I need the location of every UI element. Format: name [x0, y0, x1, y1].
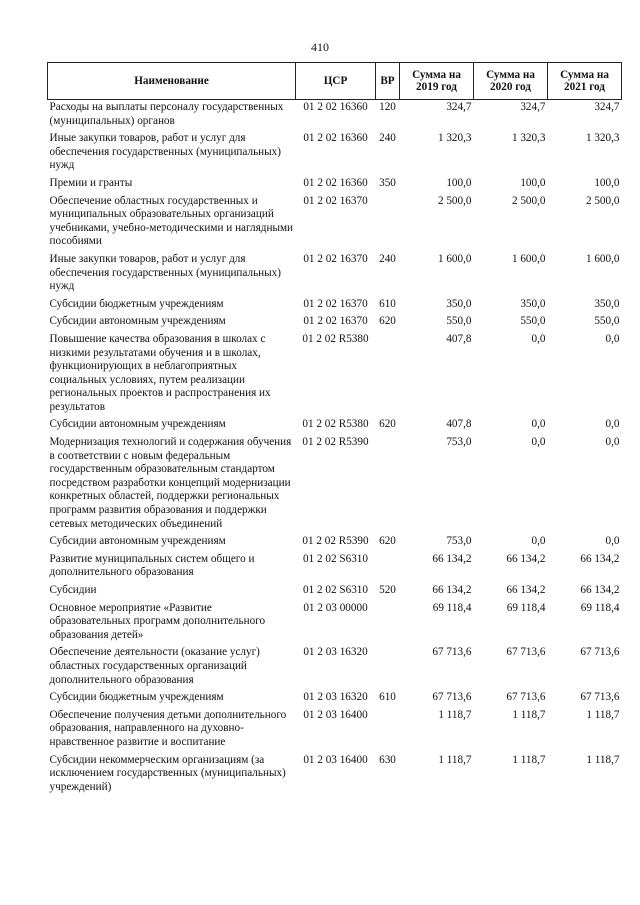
- row-sum-2020: 0,0: [531, 436, 546, 449]
- row-sum-2021: 69 118,4: [580, 601, 620, 614]
- row-vr: 120: [379, 101, 396, 113]
- row-name: Расходы на выплаты персоналу государственных (муниципальных) органов: [49, 101, 284, 127]
- row-sum-2019: 1 118,7: [438, 753, 472, 766]
- row-sum-2021: 0,0: [605, 535, 620, 548]
- row-sum-2019: 67 713,6: [432, 691, 472, 704]
- header-sum-2019: Сумма на 2019 год: [400, 63, 474, 100]
- table-header-row: [48, 63, 622, 100]
- header-sum-2021: Сумма на 2021 год: [548, 63, 622, 100]
- row-vr: 620: [379, 315, 396, 328]
- row-sum-2020: 66 134,2: [506, 552, 546, 565]
- row-name: Развитие муниципальных систем общего и дополнительного образования: [49, 552, 255, 579]
- row-sum-2019: 1 320,3: [437, 132, 472, 145]
- row-sum-2019: 753,0: [446, 535, 472, 548]
- row-sum-2021: 1 118,7: [586, 753, 620, 766]
- row-sum-2021: 1 320,3: [585, 132, 620, 145]
- row-csr: 01 2 03 16400: [303, 753, 368, 766]
- row-name: Обеспечение деятельности (оказание услуг) областных государственных организаций дополнительного образования: [49, 646, 260, 686]
- table-row: [48, 297, 622, 315]
- row-csr: 01 2 02 R5390: [302, 535, 369, 548]
- row-sum-2020: 324,7: [520, 101, 546, 113]
- table-row: [48, 252, 622, 297]
- row-sum-2021: 324,7: [594, 101, 620, 113]
- row-name: Повышение качества образования в школах с низкими результатами обучения и в школах, функционирующих в неблагоприятных социальных условиях, путем реализации региональных проектов и распространения их результатов: [49, 332, 271, 413]
- row-csr: 01 2 02 R5380: [302, 332, 369, 345]
- table-row: [48, 690, 622, 708]
- row-sum-2020: 67 713,6: [506, 646, 546, 659]
- row-vr: 240: [379, 132, 396, 145]
- row-sum-2021: 67 713,6: [580, 646, 620, 659]
- row-csr: 01 2 03 16400: [303, 708, 368, 721]
- table-row: [48, 435, 622, 534]
- row-name: Субсидии автономным учреждениям: [49, 315, 226, 328]
- row-csr: 01 2 02 16370: [303, 315, 368, 328]
- row-sum-2020: 100,0: [520, 176, 546, 189]
- row-csr: 01 2 02 16360: [303, 176, 368, 189]
- row-sum-2020: 67 713,6: [506, 691, 546, 704]
- row-csr: 01 2 02 16370: [303, 252, 368, 265]
- table-row: [48, 583, 622, 601]
- row-name: Обеспечение областных государственных и муниципальных образовательных организаций учебниками, учебно-методическими и наглядными пособиями: [49, 194, 294, 248]
- row-vr: 240: [379, 252, 396, 265]
- header-csr: ЦСР: [296, 63, 376, 100]
- row-sum-2019: 753,0: [446, 436, 472, 449]
- row-sum-2020: 1 118,7: [512, 753, 546, 766]
- row-vr: [376, 601, 400, 646]
- row-sum-2020: 66 134,2: [506, 584, 546, 596]
- row-vr: 350: [379, 176, 396, 189]
- row-vr: 520: [379, 584, 396, 596]
- row-csr: 01 2 02 R5390: [302, 436, 369, 449]
- table-row: [48, 417, 622, 435]
- row-sum-2019: 350,0: [446, 297, 472, 310]
- row-sum-2020: 0,0: [531, 332, 546, 345]
- row-vr: 620: [379, 535, 396, 548]
- table-body: [48, 100, 622, 798]
- row-name: Субсидии бюджетным учреждениям: [49, 297, 224, 310]
- row-sum-2021: 1 600,0: [585, 252, 620, 265]
- table-row: [48, 601, 622, 646]
- row-sum-2020: 1 118,7: [512, 708, 546, 721]
- row-sum-2020: 1 600,0: [511, 252, 546, 265]
- row-csr: 01 2 02 16370: [303, 194, 368, 207]
- row-name: Субсидии автономным учреждениям: [49, 535, 226, 548]
- table-row: [48, 131, 622, 176]
- row-vr: [376, 332, 400, 418]
- row-vr: 620: [379, 418, 396, 431]
- budget-table: [47, 62, 622, 797]
- row-sum-2019: 100,0: [446, 176, 472, 189]
- row-sum-2019: 1 600,0: [437, 252, 472, 265]
- row-sum-2019: 2 500,0: [437, 194, 472, 207]
- row-name: Субсидии автономным учреждениям: [49, 418, 226, 431]
- row-sum-2020: 2 500,0: [511, 194, 546, 207]
- row-csr: 01 2 03 00000: [303, 601, 368, 614]
- table-row: [48, 100, 622, 132]
- row-sum-2021: 350,0: [594, 297, 620, 310]
- table-row: [48, 332, 622, 418]
- row-vr: [376, 645, 400, 690]
- table-row: [48, 176, 622, 194]
- row-sum-2021: 67 713,6: [580, 691, 620, 704]
- row-vr: [376, 552, 400, 583]
- row-sum-2020: 69 118,4: [506, 601, 546, 614]
- row-sum-2020: 0,0: [531, 535, 546, 548]
- row-csr: 01 2 02 S6310: [303, 552, 368, 565]
- header-sum-2020: Сумма на 2020 год: [474, 63, 548, 100]
- row-name: Обеспечение получения детьми дополнительного образования, направленного на духовно-нравственное развитие и воспитание: [49, 708, 287, 748]
- row-sum-2021: 0,0: [605, 332, 620, 345]
- header-name: Наименование: [48, 63, 296, 100]
- row-csr: 01 2 02 16370: [303, 297, 368, 310]
- row-sum-2021: 66 134,2: [580, 552, 620, 565]
- row-sum-2020: 550,0: [520, 315, 546, 328]
- row-sum-2019: 407,8: [446, 332, 472, 345]
- page-number: 410: [311, 40, 329, 54]
- header-vr: ВР: [376, 63, 400, 100]
- row-sum-2021: 100,0: [594, 176, 620, 189]
- row-sum-2021: 66 134,2: [580, 584, 620, 596]
- row-vr: [376, 435, 400, 534]
- row-sum-2021: 1 118,7: [586, 708, 620, 721]
- table-row: [48, 708, 622, 753]
- row-csr: 01 2 02 16360: [303, 101, 368, 113]
- row-sum-2021: 550,0: [594, 315, 620, 328]
- table-row: [48, 194, 622, 252]
- row-name: Иные закупки товаров, работ и услуг для обеспечения государственных (муниципальных) нужд: [49, 132, 281, 172]
- table-row: [48, 645, 622, 690]
- row-name: Премии и гранты: [49, 176, 133, 189]
- row-csr: 01 2 03 16320: [303, 691, 368, 704]
- row-sum-2020: 1 320,3: [511, 132, 546, 145]
- row-sum-2021: 0,0: [605, 418, 620, 431]
- row-sum-2021: 0,0: [605, 436, 620, 449]
- row-sum-2019: 66 134,2: [432, 584, 472, 596]
- table-row: [48, 314, 622, 332]
- row-sum-2019: 1 118,7: [438, 708, 472, 721]
- row-name: Субсидии некоммерческим организациям (за исключением государственных (муниципальных) учреждений): [49, 753, 286, 793]
- row-sum-2019: 69 118,4: [432, 601, 472, 614]
- row-sum-2019: 66 134,2: [432, 552, 472, 565]
- row-name: Иные закупки товаров, работ и услуг для обеспечения государственных (муниципальных) нужд: [49, 252, 281, 293]
- row-sum-2019: 407,8: [446, 418, 472, 431]
- row-name: Модернизация технологий и содержания обучения в соответствии с новым федеральным государственным образовательным стандартом посредством разработки концепций модернизации конкретных областей, поддержки региональных программ развития образования и поддержки сетевых методических объединений: [49, 436, 292, 530]
- row-name: Субсидии: [49, 584, 97, 596]
- row-sum-2019: 550,0: [446, 315, 472, 328]
- row-vr: 610: [379, 297, 396, 310]
- row-csr: 01 2 02 S6310: [303, 584, 368, 596]
- table-row: [48, 534, 622, 552]
- row-name: Субсидии бюджетным учреждениям: [49, 691, 224, 704]
- row-sum-2020: 350,0: [520, 297, 546, 310]
- row-vr: 610: [379, 691, 396, 704]
- row-vr: [376, 708, 400, 753]
- row-sum-2021: 2 500,0: [585, 194, 620, 207]
- row-name: Основное мероприятие «Развитие образовательных программ дополнительного образования детей»: [49, 601, 266, 641]
- row-csr: 01 2 03 16320: [303, 646, 368, 659]
- row-csr: 01 2 02 16360: [303, 132, 368, 145]
- row-vr: [376, 194, 400, 252]
- row-sum-2019: 67 713,6: [432, 646, 472, 659]
- row-csr: 01 2 02 R5380: [302, 418, 369, 431]
- row-vr: 630: [379, 753, 396, 766]
- row-sum-2019: 324,7: [446, 101, 472, 113]
- table-row: [48, 552, 622, 583]
- table-row: [48, 753, 622, 798]
- row-sum-2020: 0,0: [531, 418, 546, 431]
